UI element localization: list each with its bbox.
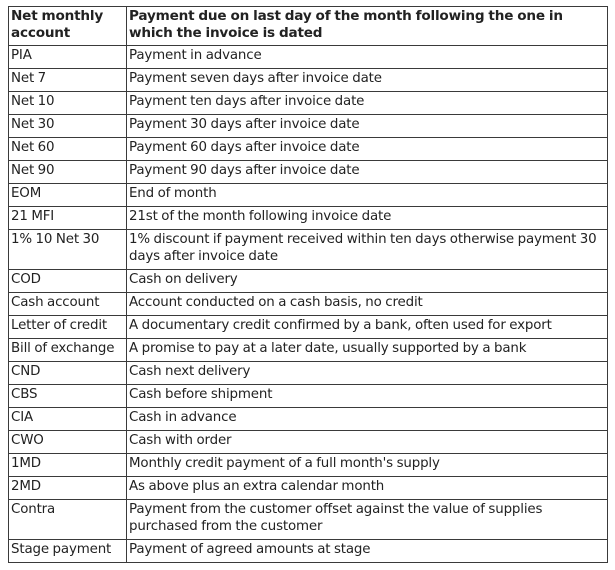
term-cell: 21 MFI	[9, 206, 127, 229]
header-term: Net monthly account	[9, 7, 127, 46]
description-cell: Cash in advance	[127, 407, 608, 430]
table-row	[9, 315, 608, 338]
description-cell: Payment ten days after invoice date	[127, 91, 608, 114]
description-cell: Cash next delivery	[127, 361, 608, 384]
table-row	[9, 45, 608, 68]
table-row	[9, 338, 608, 361]
header-description: Payment due on last day of the month following the one in which the invoice is dated	[127, 7, 608, 46]
term-cell: Bill of exchange	[9, 338, 127, 361]
term-cell: Net 7	[9, 68, 127, 91]
table-row	[9, 229, 608, 269]
term-cell: 2MD	[9, 476, 127, 499]
table-row	[9, 114, 608, 137]
header-row	[9, 7, 608, 46]
table-body	[9, 45, 608, 562]
table-row	[9, 499, 608, 539]
term-cell: 1MD	[9, 453, 127, 476]
description-cell: Payment seven days after invoice date	[127, 68, 608, 91]
description-cell: Payment 60 days after invoice date	[127, 137, 608, 160]
term-cell: Net 60	[9, 137, 127, 160]
table-row	[9, 183, 608, 206]
table-row	[9, 453, 608, 476]
description-cell: Monthly credit payment of a full month's supply	[127, 453, 608, 476]
description-cell: Cash with order	[127, 430, 608, 453]
term-cell: Letter of credit	[9, 315, 127, 338]
term-cell: CIA	[9, 407, 127, 430]
description-cell: A promise to pay at a later date, usually supported by a bank	[127, 338, 608, 361]
description-cell: End of month	[127, 183, 608, 206]
table-row	[9, 539, 608, 562]
term-cell: Net 90	[9, 160, 127, 183]
description-cell: 21st of the month following invoice date	[127, 206, 608, 229]
table-header	[9, 7, 608, 46]
table-row	[9, 407, 608, 430]
term-cell: EOM	[9, 183, 127, 206]
table-row	[9, 384, 608, 407]
description-cell: 1% discount if payment received within ten days otherwise payment 30 days after invoice date	[127, 229, 608, 269]
term-cell: Contra	[9, 499, 127, 539]
table-row	[9, 292, 608, 315]
description-cell: Payment from the customer offset against the value of supplies purchased from the customer	[127, 499, 608, 539]
term-cell: Cash account	[9, 292, 127, 315]
table-row	[9, 68, 608, 91]
table-row	[9, 361, 608, 384]
description-cell: Payment 90 days after invoice date	[127, 160, 608, 183]
table-row	[9, 430, 608, 453]
term-cell: CWO	[9, 430, 127, 453]
term-cell: Stage payment	[9, 539, 127, 562]
table-row	[9, 206, 608, 229]
table-row	[9, 91, 608, 114]
table-row	[9, 137, 608, 160]
description-cell: Payment in advance	[127, 45, 608, 68]
table-row	[9, 269, 608, 292]
table-row	[9, 476, 608, 499]
description-cell: Payment of agreed amounts at stage	[127, 539, 608, 562]
payment-terms-table	[8, 6, 608, 563]
term-cell: COD	[9, 269, 127, 292]
term-cell: Net 30	[9, 114, 127, 137]
description-cell: Cash on delivery	[127, 269, 608, 292]
description-cell: Payment 30 days after invoice date	[127, 114, 608, 137]
term-cell: CBS	[9, 384, 127, 407]
term-cell: Net 10	[9, 91, 127, 114]
payment-terms-table-container	[8, 6, 607, 563]
term-cell: 1% 10 Net 30	[9, 229, 127, 269]
term-cell: PIA	[9, 45, 127, 68]
term-cell: CND	[9, 361, 127, 384]
description-cell: As above plus an extra calendar month	[127, 476, 608, 499]
description-cell: Account conducted on a cash basis, no credit	[127, 292, 608, 315]
table-row	[9, 160, 608, 183]
description-cell: Cash before shipment	[127, 384, 608, 407]
description-cell: A documentary credit confirmed by a bank, often used for export	[127, 315, 608, 338]
